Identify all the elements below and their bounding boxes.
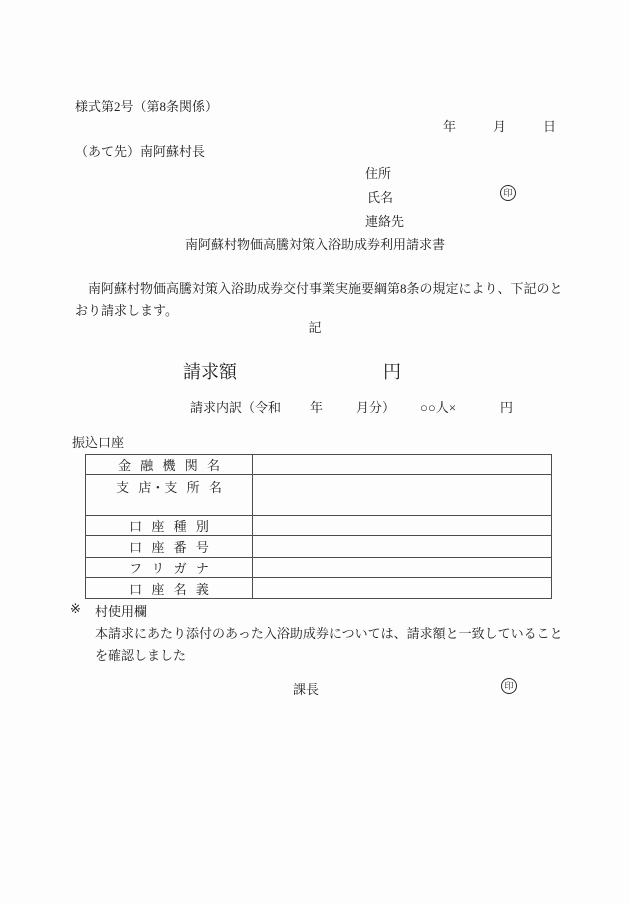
breakdown-month-label: 月分） (356, 400, 396, 415)
office-use-note: 本請求にあたり添付のあった入浴助成券については、請求額と一致していることを確認しました (95, 626, 563, 663)
office-use-heading: 村使用欄 (95, 604, 148, 619)
bank-row-label: フ リ ガ ナ (86, 558, 253, 578)
approval-seal-icon: 印 (501, 678, 517, 694)
document-title: 南阿蘇村物価高騰対策入浴助成券利用請求書 (184, 237, 445, 252)
office-use-marker: ※ (70, 601, 81, 616)
breakdown-count: ○○人× (420, 400, 457, 415)
section-chief-label: 課長 (293, 682, 320, 697)
claim-amount-unit: 円 (383, 362, 401, 382)
bank-row-account-number (86, 536, 552, 558)
bank-account-heading: 振込口座 (72, 435, 125, 450)
name-seal-icon: 印 (500, 185, 516, 201)
addressee: （あて先）南阿蘇村長 (75, 144, 206, 159)
bank-row-label: 支 店・支 所 名 (86, 475, 253, 516)
bank-row-value-cell (253, 475, 552, 516)
claim-amount-label: 請求額 (183, 362, 237, 382)
bank-row-institution (86, 455, 552, 475)
bank-row-label: 口 座 名 義 (86, 578, 253, 599)
bank-account-table (85, 454, 552, 599)
breakdown-year-label: 年 (310, 400, 324, 415)
address-label: 住所 (365, 166, 392, 181)
breakdown-unit: 円 (500, 400, 514, 415)
bank-row-label: 口 座 番 号 (86, 536, 253, 558)
form-number: 様式第2号（第8条関係） (75, 99, 219, 114)
ki-heading: 記 (308, 320, 322, 335)
bank-row-furigana (86, 558, 552, 578)
date-day-label: 日 (543, 119, 557, 134)
bank-row-branch (86, 475, 552, 516)
bank-row-value-cell (253, 536, 552, 558)
date-month-label: 月 (493, 119, 507, 134)
bank-row-value-cell (253, 578, 552, 599)
bank-row-value-cell (253, 455, 552, 475)
date-year-label: 年 (443, 119, 457, 134)
bank-row-value-cell (253, 558, 552, 578)
bank-row-label: 口 座 種 別 (86, 516, 253, 536)
breakdown-prefix: 請求内訳（令和 (190, 400, 282, 415)
bank-row-account-holder (86, 578, 552, 599)
bank-row-value-cell (253, 516, 552, 536)
bank-row-label: 金 融 機 関 名 (86, 455, 253, 475)
contact-label: 連絡先 (365, 214, 405, 229)
name-label: 氏名 (367, 190, 394, 205)
body-paragraph: 南阿蘇村物価高騰対策入浴助成券交付事業実施要綱第8条の規定により、下記のとおり請求します。 (75, 281, 563, 318)
bank-row-account-type (86, 516, 552, 536)
